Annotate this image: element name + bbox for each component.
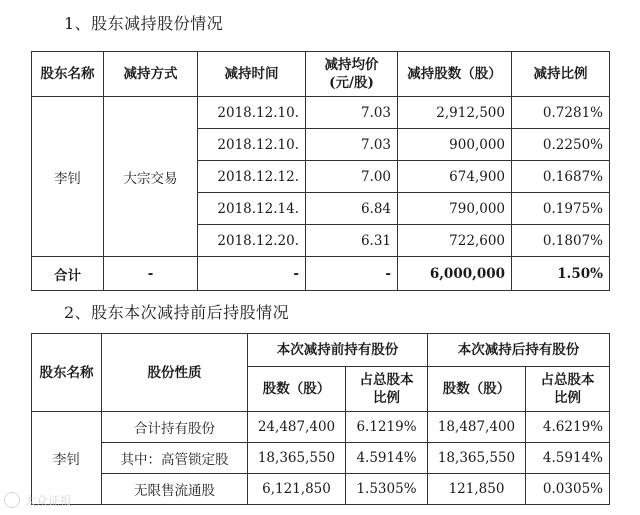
row-after-shares: 18,365,550 bbox=[428, 443, 526, 474]
row-nature: 合计持有股份 bbox=[102, 412, 248, 443]
total-method: - bbox=[104, 257, 198, 291]
total-row bbox=[32, 257, 610, 291]
row-ratio: 0.7281% bbox=[512, 97, 610, 129]
col-shareholder: 股东名称 bbox=[32, 52, 104, 97]
total-shares: 6,000,000 bbox=[398, 257, 512, 291]
col-date: 减持时间 bbox=[198, 52, 306, 97]
row-date: 2018.12.10. bbox=[198, 129, 306, 161]
holdings-table bbox=[31, 333, 610, 505]
col-shares: 减持股数（股） bbox=[398, 52, 512, 97]
col-avg-price-label: 减持均价 (元/股) bbox=[324, 57, 379, 91]
row-ratio: 0.2250% bbox=[512, 129, 610, 161]
row-before-shares: 24,487,400 bbox=[248, 412, 346, 443]
watermark-text: 大众证报 bbox=[24, 493, 73, 508]
shareholder-name: 李钊 bbox=[32, 412, 102, 505]
row-price: 7.03 bbox=[306, 129, 398, 161]
row-shares: 2,912,500 bbox=[398, 97, 512, 129]
table-row bbox=[32, 412, 610, 443]
row-nature: 其中：高管锁定股 bbox=[102, 443, 248, 474]
col-nature: 股份性质 bbox=[102, 334, 248, 412]
shareholder-name: 李钊 bbox=[32, 97, 104, 257]
table-row bbox=[32, 443, 610, 474]
col-before-pct bbox=[346, 367, 428, 412]
row-date: 2018.12.12. bbox=[198, 161, 306, 193]
watermark-logo-icon bbox=[4, 492, 20, 508]
row-after-shares: 18,487,400 bbox=[428, 412, 526, 443]
col-after-shares: 股数（股） bbox=[428, 367, 526, 412]
row-price: 7.03 bbox=[306, 97, 398, 129]
row-price: 7.00 bbox=[306, 161, 398, 193]
total-ratio: 1.50% bbox=[512, 257, 610, 291]
reduction-method: 大宗交易 bbox=[104, 97, 198, 257]
row-nature: 无限售流通股 bbox=[102, 474, 248, 505]
reduction-table bbox=[31, 51, 610, 291]
holdings-header-top bbox=[32, 334, 610, 367]
table-row bbox=[32, 474, 610, 505]
col-before-shares: 股数（股） bbox=[248, 367, 346, 412]
row-ratio: 0.1687% bbox=[512, 161, 610, 193]
row-date: 2018.12.14. bbox=[198, 193, 306, 225]
row-after-pct: 4.6219% bbox=[526, 412, 610, 443]
row-before-pct: 6.1219% bbox=[346, 412, 428, 443]
row-shares: 722,600 bbox=[398, 225, 512, 257]
row-shares: 900,000 bbox=[398, 129, 512, 161]
row-after-shares: 121,850 bbox=[428, 474, 526, 505]
section1-heading: 1、股东减持股份情况 bbox=[64, 14, 224, 33]
row-before-pct: 4.5914% bbox=[346, 443, 428, 474]
total-price: - bbox=[306, 257, 398, 291]
row-shares: 790,000 bbox=[398, 193, 512, 225]
col-before-pct-label: 占总股本 比例 bbox=[359, 372, 414, 406]
row-ratio: 0.1807% bbox=[512, 225, 610, 257]
table-row bbox=[32, 97, 610, 129]
row-price: 6.84 bbox=[306, 193, 398, 225]
col-avg-price bbox=[306, 52, 398, 97]
row-date: 2018.12.20. bbox=[198, 225, 306, 257]
section2-heading: 2、股东本次减持前后持股情况 bbox=[64, 303, 290, 322]
total-date: - bbox=[198, 257, 306, 291]
col-shareholder: 股东名称 bbox=[32, 334, 102, 412]
col-after: 本次减持后持有股份 bbox=[428, 334, 610, 367]
col-before: 本次减持前持有股份 bbox=[248, 334, 428, 367]
watermark bbox=[4, 489, 96, 511]
row-ratio: 0.1975% bbox=[512, 193, 610, 225]
total-label: 合计 bbox=[32, 257, 104, 291]
reduction-table-header bbox=[32, 52, 610, 97]
row-date: 2018.12.10. bbox=[198, 97, 306, 129]
row-before-shares: 18,365,550 bbox=[248, 443, 346, 474]
col-after-pct bbox=[526, 367, 610, 412]
row-after-pct: 0.0305% bbox=[526, 474, 610, 505]
col-after-pct-label: 占总股本 比例 bbox=[540, 372, 595, 406]
row-before-shares: 6,121,850 bbox=[248, 474, 346, 505]
col-method: 减持方式 bbox=[104, 52, 198, 97]
row-price: 6.31 bbox=[306, 225, 398, 257]
col-ratio: 减持比例 bbox=[512, 52, 610, 97]
row-after-pct: 4.5914% bbox=[526, 443, 610, 474]
row-before-pct: 1.5305% bbox=[346, 474, 428, 505]
row-shares: 674,900 bbox=[398, 161, 512, 193]
